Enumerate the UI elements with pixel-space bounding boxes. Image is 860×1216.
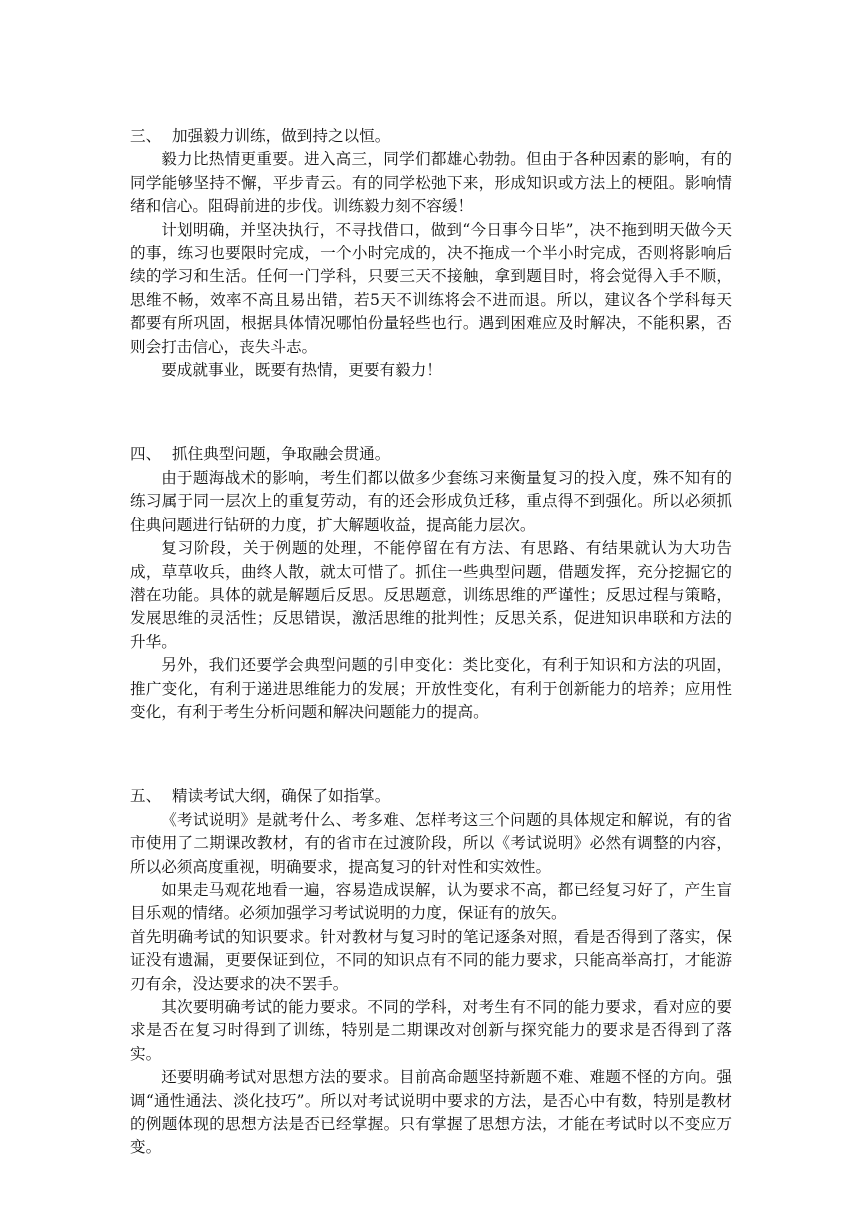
- paragraph: 复习阶段，关于例题的处理，不能停留在有方法、有思路、有结果就认为大功告成，草草收兵，曲终人散，就太可惜了。抓住一些典型问题，借题发挥，充分挖掘它的潜在功能。具体的就是解题后反思。反思题意，训练思维的严谨性；反思过程与策略，发展思维的灵活性；反思错误，激活思维的批判性；反思关系，促进知识串联和方法的升华。: [130, 539, 732, 651]
- section-number: 五、: [130, 787, 162, 806]
- section-title: 精读考试大纲，确保了如指掌。: [172, 787, 391, 806]
- paragraph: 首先明确考试的知识要求。针对教材与复习时的笔记逐条对照，看是否得到了落实，保证没有遗漏，更要保证到位，不同的知识点有不同的能力要求，只能高举高打，才能游刃有余，没达要求的决不罢手。: [130, 927, 732, 993]
- paragraph: 《考试说明》是就考什么、考多难、怎样考这三个问题的具体规定和解说，有的省市使用了二期课改教材，有的省市在过渡阶段，所以《考试说明》必然有调整的内容，所以必须高度重视，明确要求，提高复习的针对性和实效性。: [130, 810, 732, 876]
- paragraph: 还要明确考试对思想方法的要求。目前高命题坚持新题不难、难题不怪的方向。强调“通性通法、淡化技巧”。所以对考试说明中要求的方法，是否心中有数，特别是教材的例题体现的思想方法是否已经掌握。只有掌握了思想方法，才能在考试时以不变应万变。: [130, 1068, 732, 1157]
- paragraph: 另外，我们还要学会典型问题的引申变化：类比变化，有利于知识和方法的巩固，推广变化，有利于递进思维能力的发展；开放性变化，有利于创新能力的培养；应用性变化，有利于考生分析问题和解决问题能力的提高。: [130, 656, 732, 721]
- section-exam-outline: [130, 785, 732, 1160]
- paragraph: 如果走马观花地看一遍，容易造成误解，认为要求不高，都已经复习好了，产生盲目乐观的情绪。必须加强学习考试说明的力度，保证有的放矢。: [130, 880, 732, 923]
- paragraph: 毅力比热情更重要。进入高三，同学们都雄心勃勃。但由于各种因素的影响，有的同学能够坚持不懈，平步青云。有的同学松弛下来，形成知识或方法上的梗阻。影响情绪和信心。阻碍前进的步伐。训练毅力刻不容缓！: [130, 150, 732, 216]
- paragraph: 要成就事业，既要有热情，更要有毅力！: [161, 361, 442, 380]
- section-heading: [130, 785, 732, 808]
- section-heading: [130, 443, 732, 466]
- document-page: [130, 125, 732, 1160]
- section-title: 加强毅力训练，做到持之以恒。: [172, 127, 391, 145]
- section-number: 四、: [130, 445, 162, 464]
- paragraph: 由于题海战术的影响，考生们都以做多少套练习来衡量复习的投入度，殊不知有的练习属于同一层次上的重复劳动，有的还会形成负迁移，重点得不到强化。所以必须抓住典问题进行钻研的力度，扩大解题收益，提高能力层次。: [130, 468, 732, 534]
- section-number: 三、: [130, 127, 162, 145]
- section-title: 抓住典型问题，争取融会贯通。: [172, 445, 391, 464]
- section-heading: [130, 125, 732, 148]
- paragraph: 其次要明确考试的能力要求。不同的学科，对考生有不同的能力要求，看对应的要求是否在复习时得到了训练，特别是二期课改对创新与探究能力的要求是否得到了落实。: [130, 998, 732, 1063]
- paragraph: 计划明确，并坚决执行，不寻找借口，做到“今日事今日毕”，决不拖到明天做今天的事，练习也要限时完成，一个小时完成的，决不拖成一个半小时完成，否则将影响后续的学习和生活。任何一门学科，只要三天不接触，拿到题目时，将会觉得入手不顺，思维不畅，效率不高且易出错，若5天不训练将会不进而退。所以，建议各个学科每天都要有所巩固，根据具体情况哪怕份量轻些也行。遇到困难应及时解决，不能积累，否则会打击信心，丧失斗志。: [130, 220, 732, 356]
- section-perseverance: [130, 125, 732, 382]
- section-typical-problems: [130, 443, 732, 724]
